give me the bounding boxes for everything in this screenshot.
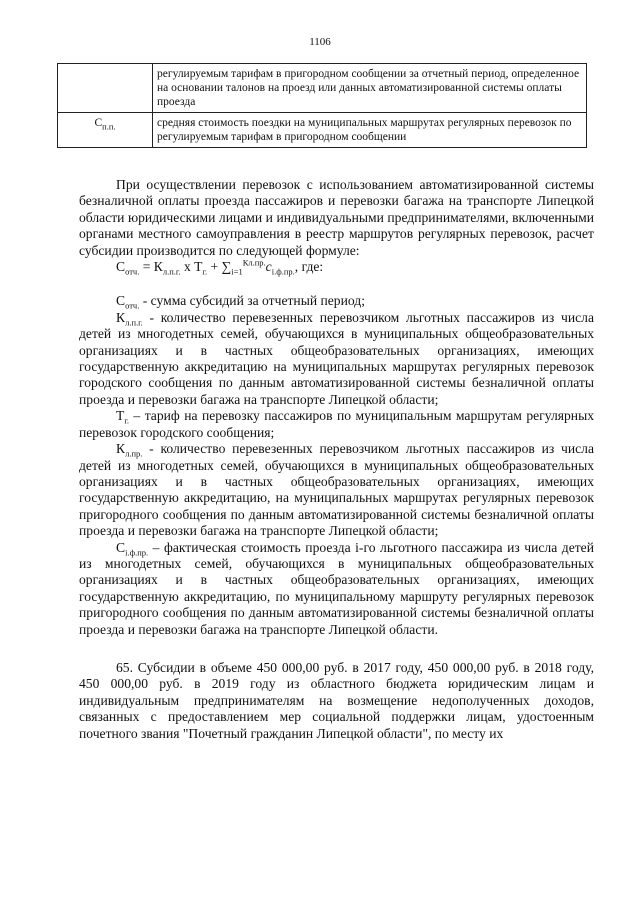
definition-k-lpg: $К_{л.п.г.}$ - количество перевезенных перевозчиком льготных пассажиров из числа детей из многодетных семей, обучающихся в муниципальных общеобразовательных организациях и в частных общеобразовательных организациях, имеющих государственную аккредитацию на муниципальных маршрутах регулярных перевозок городского сообщения по данным автоматизированной системы безналичной оплаты проезда и перевозки багажа на транспорте Липецкой области; [79, 309, 594, 407]
table-row [58, 113, 587, 148]
intro-paragraph: При осуществлении перевозок с использованием автоматизированной системы безналичной оплаты проезда пассажиров и перевозки багажа на транспорте Липецкой области юридическими лицами и индивидуальными предпринимателями, включенными органами местного самоуправления в реестр маршрутов регулярных перевозок, расчет субсидии производится по следующей формуле: [79, 177, 594, 258]
table-symbol-cell [58, 113, 153, 148]
document-body [79, 177, 594, 742]
formula: $С_{отч.} = К_{л.п.г.}$ х $Т_{г.} + \sum_{i=1}^{Кл.пр.}c_{i.ф.пр.}$, где: [116, 257, 324, 277]
table-text-cell: регулируемым тарифам в пригородном сообщении за отчетный период, определенное на основании талонов на проезд или данных автоматизированной системы оплаты проезда [153, 64, 587, 113]
spacer [79, 638, 594, 660]
table-symbol-cell [58, 64, 153, 113]
definitions-table [57, 63, 587, 148]
spacer [79, 275, 594, 293]
table-text-cell: средняя стоимость поездки на муниципальных маршрутах регулярных перевозок по регулируемым тарифам в пригородном сообщении [153, 113, 587, 148]
definition-t-g: $Т_{г.}$ – тариф на перевозку пассажиров по муниципальным маршрутам регулярных перевозок городского сообщения; [79, 408, 594, 440]
table-symbol-sub: п.п. [102, 121, 116, 132]
page-number: 1106 [309, 36, 331, 48]
table-row [58, 64, 587, 113]
paragraph-65: 65. Субсидии в объеме 450 000,00 руб. в 2017 году, 450 000,00 руб. в 2018 году, 450 000,00 руб. в 2019 году из областного бюджета юридическим лицам и индивидуальным предпринимателям на возмещение недополученных доходов, связанных с предоставлением мер социальной поддержки лицам, удостоенным почетного звания "Почетный гражданин Липецкой области", по месту их [79, 659, 594, 741]
definition-c-otch: $С_{отч.}$ - сумма субсидий за отчетный период; [116, 293, 365, 312]
table-symbol: С [94, 117, 103, 129]
definition-c-ifpr: $С_{i.ф.пр.}$ – фактическая стоимость проезда i-го льготного пассажира из числа детей из многодетных семей, обучающихся в муниципальных общеобразовательных организациях и в частных общеобразовательных организациях, имеющих государственную аккредитацию, по муниципальному маршруту регулярных перевозок пригородного сообщения по данным автоматизированной системы безналичной оплаты проезда и перевозки багажа на транспорте Липецкой области. [79, 539, 594, 637]
definition-k-lpr: $К_{л.пр.}$ - количество перевезенных перевозчиком льготных пассажиров из числа детей из многодетных семей, обучающихся в муниципальных общеобразовательных организациях и в частных общеобразовательных организациях, имеющих государственную аккредитацию, на муниципальных маршрутах регулярных перевозок пригородного сообщения по данным автоматизированной системы безналичной оплаты проезда и перевозки багажа на транспорте Липецкой области; [79, 441, 594, 539]
